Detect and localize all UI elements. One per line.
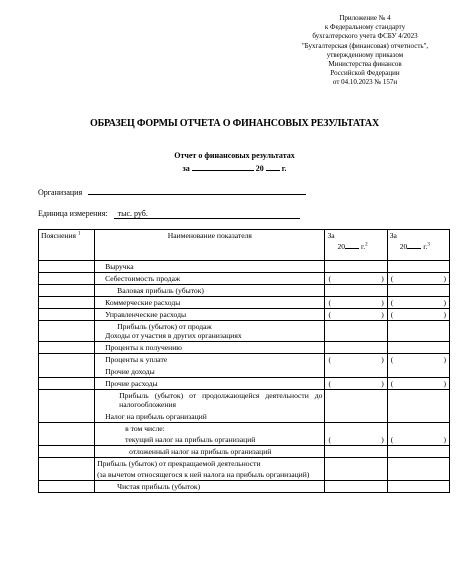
header-period-previous	[387, 230, 449, 261]
document-title: ОБРАЗЕЦ ФОРМЫ ОТЧЕТА О ФИНАНСОВЫХ РЕЗУЛЬТАТАХ	[90, 118, 379, 129]
organization-label: Организация	[38, 188, 83, 197]
period-year-blank	[266, 162, 280, 171]
value-cell[interactable]: ( )	[387, 378, 449, 390]
appendix-line: Министерства финансов	[328, 60, 402, 69]
header-year: 20	[337, 242, 346, 251]
table-row	[39, 446, 450, 458]
period-prefix: за	[182, 164, 190, 173]
header-year: 20	[399, 242, 408, 251]
row-label: в том числе:	[125, 424, 165, 433]
appendix-block	[280, 14, 450, 88]
row-label: (за вычетом относящегося к ней налога на прибыль организаций)	[97, 470, 310, 479]
footnote-marker: 1	[77, 231, 81, 237]
header-period-current	[325, 230, 387, 261]
appendix-line: бухгалтерского учета ФСБУ 4/2023	[312, 32, 418, 41]
header-za: За	[389, 231, 397, 240]
value-cell[interactable]	[387, 321, 449, 342]
header-indicator	[95, 230, 325, 261]
value-cell[interactable]: ( )	[387, 297, 449, 309]
value-cell[interactable]	[325, 390, 387, 423]
value-cell[interactable]	[325, 321, 387, 342]
value-cell[interactable]: ( )	[387, 354, 449, 378]
row-label: Выручка	[105, 262, 134, 271]
footnote-marker: 2	[365, 242, 368, 248]
value-cell[interactable]: ( )	[325, 297, 387, 309]
appendix-line: утвержденному приказом	[326, 50, 404, 59]
organization-input-line[interactable]	[88, 185, 306, 195]
table-row	[39, 297, 450, 309]
header-notes	[39, 230, 95, 261]
row-label: Прочие доходы	[105, 367, 155, 376]
row-label: Себестоимость продаж	[105, 274, 181, 283]
table-row	[39, 458, 450, 481]
appendix-line: Российской Федерации	[330, 69, 400, 78]
unit-input-line[interactable]	[114, 209, 300, 219]
value-cell[interactable]	[387, 342, 449, 354]
row-label: Проценты к получению	[105, 343, 182, 352]
value-cell[interactable]: ( )	[387, 273, 449, 285]
appendix-line: от 04.10.2023 № 157н	[332, 78, 398, 87]
appendix-line: Приложение № 4	[339, 14, 391, 22]
header-indicator-label: Наименование показателя	[167, 231, 252, 240]
row-label: Налог на прибыль организаций	[105, 412, 207, 421]
value-cell[interactable]	[387, 261, 449, 273]
table-row	[39, 342, 450, 354]
report-period	[0, 162, 469, 175]
report-heading	[0, 150, 469, 175]
value-cell[interactable]: ( )	[387, 423, 449, 446]
row-label: Валовая прибыль (убыток)	[117, 286, 204, 295]
table-row	[39, 261, 450, 273]
row-label: Проценты к уплате	[105, 355, 168, 364]
value-cell[interactable]: ( )	[325, 309, 387, 321]
header-za: За	[327, 231, 335, 240]
row-label: Прочие расходы	[105, 379, 158, 388]
financial-results-table	[38, 229, 450, 493]
value-cell[interactable]	[325, 446, 387, 458]
organization-field	[38, 185, 306, 197]
footnote-marker: 3	[427, 242, 430, 248]
table-row	[39, 321, 450, 342]
table-row	[39, 273, 450, 285]
report-name: Отчет о финансовых результатах	[174, 151, 295, 160]
value-cell[interactable]	[325, 481, 387, 493]
row-label: Коммерческие расходы	[105, 298, 181, 307]
unit-label: Единица измерения:	[38, 209, 108, 218]
value-cell[interactable]: ( )	[325, 378, 387, 390]
value-cell[interactable]: ( )	[387, 309, 449, 321]
table-header-row	[39, 230, 450, 261]
appendix-line: "Бухгалтерская (финансовая) отчетность",	[301, 41, 429, 50]
row-label: Управленческие расходы	[105, 310, 187, 319]
unit-value: тыс. руб.	[117, 209, 148, 218]
value-cell[interactable]	[387, 481, 449, 493]
value-cell[interactable]	[387, 390, 449, 423]
value-cell[interactable]	[387, 446, 449, 458]
table-row	[39, 390, 450, 423]
value-cell[interactable]	[325, 261, 387, 273]
period-year: 20	[255, 164, 264, 173]
row-label: отложенный налог на прибыль организаций	[129, 447, 272, 456]
period-blank	[192, 162, 254, 171]
value-cell[interactable]: ( )	[325, 354, 387, 378]
row-label: Доходы от участия в других организациях	[105, 331, 242, 340]
value-cell[interactable]	[325, 285, 387, 297]
unit-field	[38, 209, 300, 219]
row-label: Прибыль (убыток) от продолжающейся деятельности до налогообложения	[119, 391, 323, 409]
row-label: Прибыль (убыток) от продаж	[117, 322, 212, 331]
table-row	[39, 309, 450, 321]
row-label: Прибыль (убыток) от прекращаемой деятельности	[97, 459, 261, 468]
row-label: текущий налог на прибыль организаций	[125, 435, 256, 444]
table-row	[39, 481, 450, 493]
value-cell[interactable]	[325, 458, 387, 481]
row-label: Чистая прибыль (убыток)	[117, 482, 201, 491]
table-row	[39, 423, 450, 446]
table-row	[39, 285, 450, 297]
header-g: г.	[360, 242, 366, 251]
appendix-line: к Федеральному стандарту	[324, 23, 406, 32]
value-cell[interactable]: ( )	[325, 273, 387, 285]
table-row	[39, 354, 450, 378]
period-suffix: г.	[281, 164, 287, 173]
value-cell[interactable]	[387, 458, 449, 481]
value-cell[interactable]	[387, 285, 449, 297]
header-notes-label: Пояснения	[41, 231, 77, 240]
value-cell[interactable]	[325, 342, 387, 354]
table-row	[39, 378, 450, 390]
header-g: г.	[423, 242, 428, 251]
value-cell[interactable]: ( )	[325, 423, 387, 446]
